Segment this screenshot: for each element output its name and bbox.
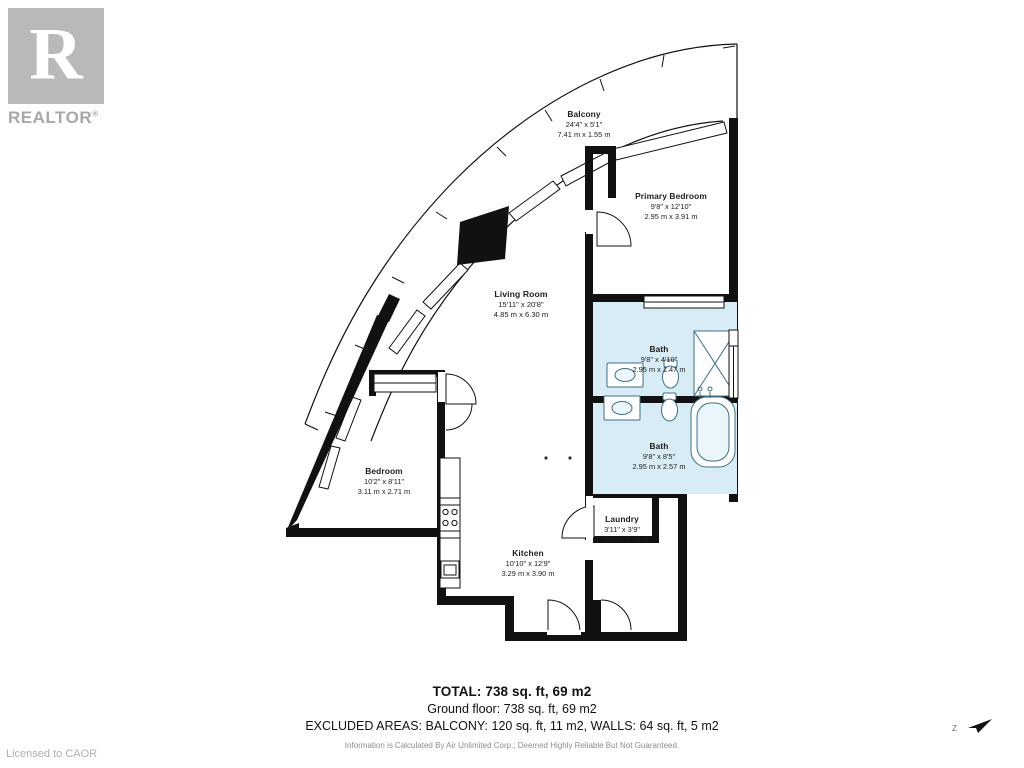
room-label-balcony: [558, 109, 611, 140]
room-label-primary-bedroom: [635, 191, 707, 222]
vanity-lower-icon: [604, 396, 640, 420]
room-label-bedroom: [358, 466, 410, 497]
balcony-divider-wall: [457, 206, 509, 265]
excluded-areas-text: EXCLUDED AREAS: BALCONY: 120 sq. ft, 11 m2, WALLS: 64 sq. ft, 5 m2: [305, 719, 719, 733]
room-dim-imperial: 3'11" x 3'9": [604, 525, 640, 535]
room-dim-metric: 2.95 m x 3.91 m: [644, 211, 698, 221]
room-name: Kitchen: [512, 548, 544, 558]
room-name: Laundry: [605, 514, 639, 524]
room-dim-metric: 2.95 m x 1.47 m: [632, 364, 686, 374]
license-text: Licensed to CAOR: [6, 748, 98, 760]
room-dim-imperial: 10'2" x 8'11": [364, 477, 404, 487]
room-dim-imperial: 9'8" x 4'10": [640, 355, 678, 365]
room-label-living-room: [494, 289, 548, 320]
room-dim-metric: 3.29 m x 3.90 m: [501, 568, 555, 578]
kitchen-sink-icon: [441, 561, 459, 578]
room-name: Primary Bedroom: [635, 191, 707, 201]
primary-closet: [644, 296, 724, 308]
room-label-bath-upper: [633, 344, 686, 375]
room-dim-metric: 7.41 m x 1.55 m: [557, 129, 611, 139]
north-arrow-icon: [964, 716, 994, 736]
room-name: Balcony: [567, 109, 601, 119]
compass-label: Z: [952, 724, 957, 733]
room-dim-metric: 3.11 m x 2.71 m: [357, 486, 411, 496]
disclaimer-text: Information is Calculated By Air Unlimited Corp.; Deemed Highly Reliable But Not Guaranteed.: [344, 741, 680, 750]
room-dim-imperial: 10'10" x 12'9": [505, 559, 551, 569]
toilet-lower-icon: [662, 393, 678, 421]
area-summary: [0, 684, 1024, 750]
realtor-logo-letter: R: [29, 13, 83, 96]
room-dim-metric: 4.85 m x 6.30 m: [493, 310, 549, 320]
bathtub-icon: [691, 397, 735, 467]
room-dim-imperial: 24'4" x 5'1": [565, 120, 603, 130]
room-name: Bedroom: [365, 466, 403, 476]
room-dim-metric: 1.18 m x 1.15 m: [595, 534, 649, 544]
measure-points: [544, 456, 571, 459]
room-dim-imperial: 15'11" x 20'8": [498, 300, 544, 310]
room-label-laundry: [596, 514, 649, 545]
bedroom-closet: [374, 374, 436, 392]
realtor-registered-mark: ®: [92, 109, 99, 119]
room-label-kitchen: [502, 548, 555, 579]
realtor-wordmark-text: REALTOR: [8, 108, 93, 127]
room-dim-imperial: 9'8" x 8'5": [642, 452, 676, 462]
total-area-text: TOTAL: 738 sq. ft, 69 m2: [432, 684, 592, 699]
room-name: Bath: [649, 441, 669, 451]
room-label-bath-lower: [633, 441, 686, 472]
kitchen-fixtures: [440, 458, 460, 588]
compass: [952, 716, 998, 738]
room-dim-imperial: 9'8" x 12'10": [650, 202, 692, 212]
ground-floor-area-text: Ground floor: 738 sq. ft, 69 m2: [427, 702, 597, 716]
room-name: Bath: [649, 344, 669, 354]
stove-icon: [440, 505, 460, 531]
window-marks: [729, 330, 738, 398]
room-dim-metric: 2.95 m x 2.57 m: [632, 461, 686, 471]
room-name: Living Room: [494, 289, 548, 299]
